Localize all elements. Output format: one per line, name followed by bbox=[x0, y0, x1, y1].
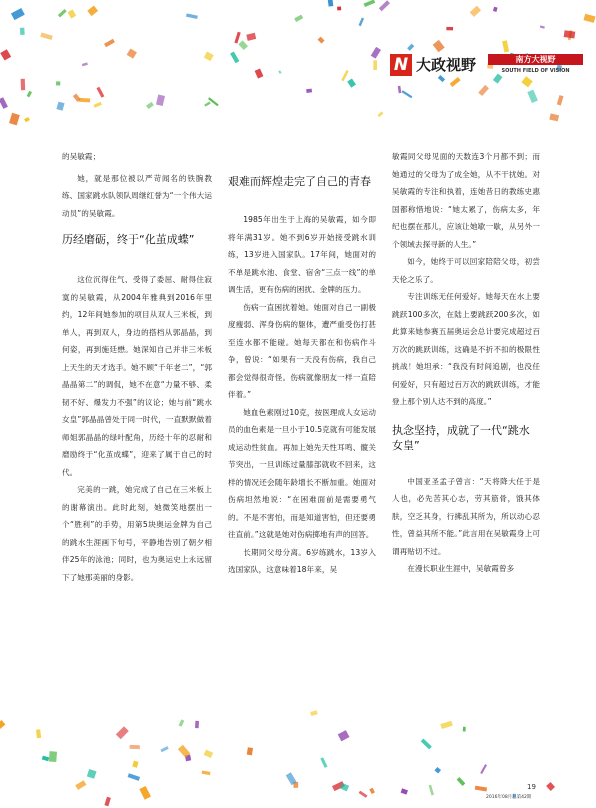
confetti-piece bbox=[160, 746, 168, 752]
section-heading: 艰难而辉煌走完了自己的青春 bbox=[228, 175, 371, 188]
confetti-piece bbox=[480, 764, 487, 774]
confetti-piece bbox=[359, 791, 368, 798]
confetti-piece bbox=[204, 750, 213, 758]
confetti-piece bbox=[104, 797, 110, 807]
confetti-piece bbox=[521, 76, 532, 87]
confetti-piece bbox=[359, 18, 365, 27]
confetti-piece bbox=[475, 786, 487, 792]
confetti-piece bbox=[186, 13, 198, 19]
confetti-piece bbox=[36, 729, 41, 738]
confetti-piece bbox=[21, 79, 26, 91]
confetti-piece bbox=[463, 727, 466, 732]
confetti-piece bbox=[369, 788, 375, 794]
confetti-piece bbox=[116, 726, 129, 739]
confetti-piece bbox=[347, 78, 356, 87]
confetti-piece bbox=[502, 40, 509, 52]
paragraph: 1985年出生于上海的吴敏霞，如今即将年满31岁。她不到6岁开始接受跳水训练，13岁进入国家队。17年间，她面对的不单是跳水池、食堂、宿舍“三点一线”的单调生活，更有伤病的困扰、金牌的压力。 bbox=[228, 215, 376, 294]
confetti-piece bbox=[429, 785, 434, 796]
paragraph: 中国亚圣孟子曾言：“天将降大任于是人也，必先苦其心志，劳其筋骨，饿其体肤，空乏其身，行拂乱其所为，所以动心忍性，曾益其所不能。”此言用在吴敏霞身上可谓再贴切不过。 bbox=[392, 476, 540, 556]
confetti-piece bbox=[527, 90, 538, 103]
confetti-piece bbox=[310, 710, 318, 716]
confetti-piece bbox=[82, 62, 88, 66]
issue-label: 2016年08月总第42期 bbox=[486, 795, 532, 800]
confetti-piece bbox=[320, 757, 327, 768]
confetti-piece bbox=[56, 81, 60, 85]
paragraph: 完美的一跳，她完成了自己在三米板上的谢幕演出。此时此刻，她微笑地摆出一个“胜利”的手势，用第5块奥运金牌为自己的跳水生涯画下句号，平静地告别了朝夕相伴25年的泳池；同时，也为奥运史上永远留下了她那美丽的身影。 bbox=[62, 485, 212, 582]
article-column-1 bbox=[62, 148, 212, 586]
confetti-piece bbox=[373, 60, 377, 70]
paragraph: 在漫长职业生涯中，吴敏霞曾多 bbox=[407, 564, 515, 573]
confetti-piece bbox=[87, 769, 97, 779]
confetti-piece bbox=[42, 756, 50, 762]
paragraph: 长期同父母分离。6岁练跳水，13岁入选国家队，这意味着18年来，吴 bbox=[228, 547, 376, 574]
confetti-piece bbox=[247, 747, 253, 755]
confetti-piece bbox=[450, 77, 461, 87]
page-number: 19 bbox=[527, 783, 536, 791]
confetti-piece bbox=[583, 14, 595, 23]
confetti-piece bbox=[230, 52, 239, 64]
confetti-piece bbox=[27, 91, 32, 98]
confetti-piece bbox=[246, 33, 256, 41]
confetti-piece bbox=[341, 70, 348, 81]
confetti-piece bbox=[238, 40, 248, 50]
confetti-piece bbox=[457, 777, 466, 786]
paragraph: 这位沉得住气、受得了委屈、耐得住寂寞的吴敏霞，从2004年雅典到2016年里约，12年间她参加的项目从双人三米板，到单人，再到双人，身边的搭档从郭晶晶，到何姿，再到施廷懋。她深知自己并非三米板上天生的天才选手。她不顾“千年老二”，“郭晶晶第二”的调侃，她不在意“力量不够、柔韧不好、爆发力不强”的议论；她与前“跳水女皇”郭晶晶曾处于同一时代，一直默默做着师姐郭晶晶的绿叶配角，历经十年的忍耐和磨励终于“化茧成蝶”，迎来了属于自己的时代。 bbox=[62, 275, 212, 477]
confetti-piece bbox=[195, 721, 199, 728]
confetti-piece bbox=[0, 97, 8, 109]
paragraph: 专注训练无任何爱好。她每天在水上要跳跃100多次，在陆上要跳跃200多次，如此算来她参赛五届奥运会总计要完成超过百万次的跳跃训练，这确是不折不扣的极限性挑战！她坦承：“我没有时间追剧，也没任何爱好，只有超过百万次的跳跃训练，才能登上那个别人达不到的高度。” bbox=[392, 292, 540, 406]
section-tag-english: SOUTH FIELD OF VISION bbox=[501, 68, 570, 74]
confetti-piece bbox=[87, 6, 98, 17]
confetti-piece bbox=[557, 95, 564, 105]
confetti-piece bbox=[564, 30, 576, 38]
n-logo-icon: N bbox=[390, 54, 412, 76]
confetti-piece bbox=[132, 761, 138, 768]
paragraph: 如今，她终于可以回家陪陪父母，初尝天伦之乐了。 bbox=[392, 257, 540, 284]
confetti-piece bbox=[318, 37, 325, 44]
brand-title: 大政视野 bbox=[416, 56, 477, 74]
confetti-piece bbox=[306, 89, 312, 93]
confetti-piece bbox=[379, 0, 390, 11]
confetti-piece bbox=[127, 49, 137, 59]
confetti-piece bbox=[438, 75, 445, 82]
confetti-piece bbox=[278, 70, 281, 74]
confetti-piece bbox=[493, 7, 498, 12]
paragraph: 她血色素刚过10克，按医理成人女运动员的血色素是一旦小于10.5克就有可能发展成运动性贫血。再加上她先天性耳鸣、髋关节突出，一旦训练过量膝部就收不回来，这样的情况还会随年龄增长不断加重。她面对伤病坦然地说：“在困难面前是需要勇气的。不是不害怕，而是知道害怕，但还要勇往直前。”这就是她对伤病掷地有声的回答。 bbox=[228, 407, 376, 539]
section-heading: 历经磨砺，终于“化茧成蝶” bbox=[62, 233, 195, 246]
paragraph: 她，就是那位被以严苛闻名的铁腕教练、国家跳水队领队周继红誉为“一个伟大运动员”的吴敏霞。 bbox=[62, 173, 212, 218]
confetti-piece bbox=[398, 86, 402, 93]
confetti-piece bbox=[24, 117, 30, 122]
confetti-piece bbox=[128, 773, 140, 781]
confetti-piece bbox=[204, 52, 214, 62]
confetti-piece bbox=[470, 6, 481, 17]
confetti-piece bbox=[446, 27, 453, 31]
confetti-piece bbox=[371, 47, 381, 59]
confetti-piece bbox=[130, 745, 140, 749]
confetti-piece bbox=[549, 113, 559, 121]
confetti-piece bbox=[402, 90, 413, 98]
confetti-piece bbox=[421, 739, 432, 750]
confetti-piece bbox=[146, 102, 154, 109]
confetti-piece bbox=[75, 780, 86, 790]
confetti-piece bbox=[401, 788, 408, 794]
confetti-piece bbox=[9, 113, 20, 126]
paragraph: 伤病一直困扰着她。她面对自己一副极度瘦弱、浑身伤病的躯体，遭严重受伤打甚至连水都不能碰。她每天都在和伤病作斗争，曾说：“如果有一天没有伤病，我自己都会觉得很奇怪。伤病就像朋友一样一直陪伴着。” bbox=[228, 302, 376, 399]
confetti-piece bbox=[11, 8, 25, 20]
confetti-piece bbox=[68, 9, 77, 18]
confetti-piece bbox=[364, 0, 376, 7]
confetti-piece bbox=[94, 102, 102, 108]
confetti-piece bbox=[328, 0, 334, 7]
confetti-piece bbox=[338, 730, 350, 741]
confetti-piece bbox=[139, 786, 151, 800]
confetti-piece bbox=[202, 771, 211, 776]
confetti-piece bbox=[294, 15, 303, 22]
article-column-3 bbox=[392, 148, 540, 578]
confetti-piece bbox=[407, 44, 414, 51]
confetti-piece bbox=[156, 94, 165, 106]
confetti-piece bbox=[79, 98, 91, 102]
article-column-2 bbox=[228, 174, 376, 579]
confetti-piece bbox=[179, 719, 185, 726]
confetti-piece bbox=[377, 111, 383, 117]
confetti-piece bbox=[478, 85, 489, 96]
confetti-piece bbox=[56, 102, 64, 111]
section-tag: 南方大视野 bbox=[488, 54, 583, 65]
confetti-piece bbox=[337, 7, 341, 11]
confetti-piece bbox=[433, 40, 445, 52]
paragraph: 的吴敏霞； bbox=[62, 152, 101, 161]
confetti-piece bbox=[255, 69, 264, 79]
confetti-piece bbox=[96, 87, 104, 98]
section-heading: 执念坚持，成就了一代“跳水女皇” bbox=[392, 423, 530, 452]
confetti-piece bbox=[49, 751, 57, 762]
confetti-piece bbox=[0, 49, 11, 60]
confetti-piece bbox=[434, 767, 441, 774]
confetti-piece bbox=[540, 25, 545, 28]
confetti-piece bbox=[20, 28, 25, 35]
paragraph: 敏霞同父母见面的天数连3个月都不到；而她通过的父母为了成全她，从不干扰她。对吴敏霞的专注和执着，连她昔日的教练史惠国都称惜地说：“她太累了，伤病太多，年纪也摆在那儿，应该让她歇一歇，从另外一个领域去探寻新的人生。” bbox=[392, 152, 540, 249]
confetti-piece bbox=[58, 9, 67, 18]
confetti-piece bbox=[0, 720, 5, 729]
confetti-piece bbox=[440, 721, 452, 729]
confetti-piece bbox=[104, 39, 115, 47]
confetti-piece bbox=[546, 782, 555, 791]
confetti-piece bbox=[204, 102, 210, 107]
confetti-piece bbox=[40, 33, 52, 40]
confetti-piece bbox=[234, 32, 240, 44]
